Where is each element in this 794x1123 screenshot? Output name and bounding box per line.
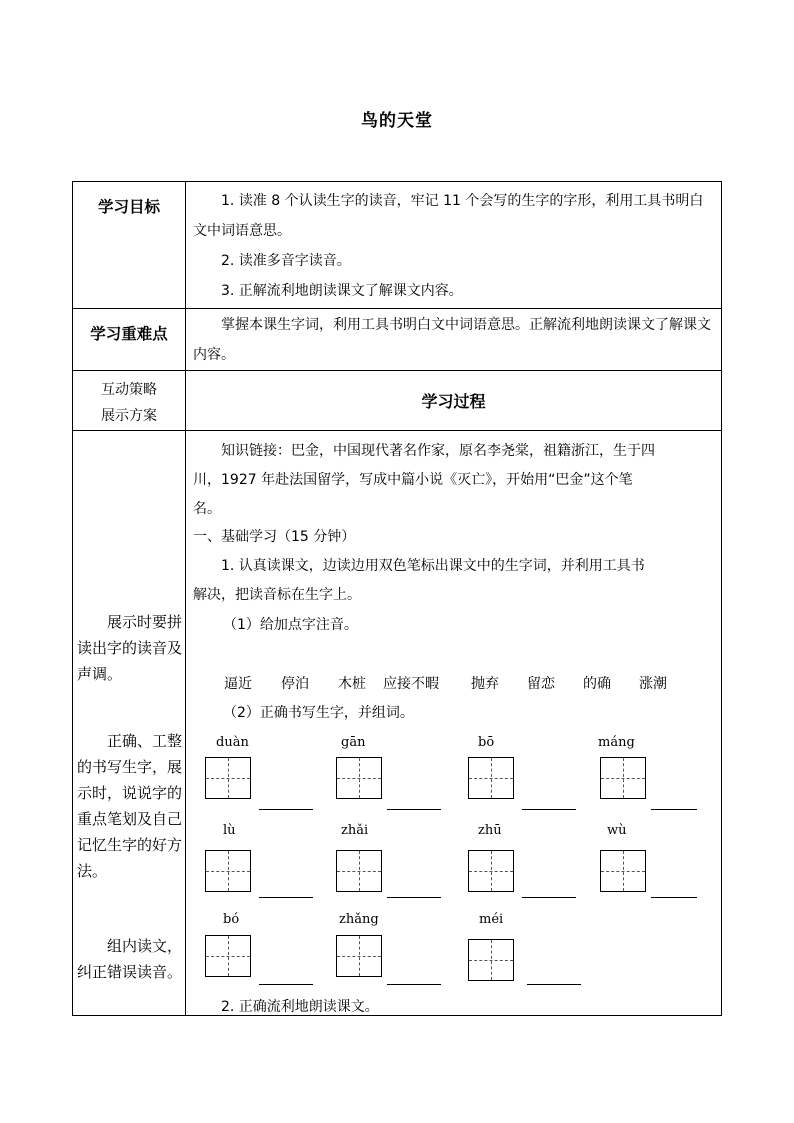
pinyin-label: zhǎng bbox=[339, 912, 379, 927]
pinyin-label: gān bbox=[341, 735, 366, 750]
word-blank bbox=[527, 984, 581, 985]
lesson-table bbox=[72, 181, 722, 1016]
word-blank bbox=[387, 809, 441, 810]
pinyin-label: wù bbox=[607, 823, 627, 838]
pinyin-label: lù bbox=[223, 823, 236, 838]
vocab-word: 涨潮 bbox=[639, 676, 667, 692]
pinyin-label: zhǎi bbox=[341, 823, 369, 838]
pinyin-label: zhū bbox=[478, 823, 502, 838]
knowledge-line-3: 名。 bbox=[193, 501, 221, 517]
key-points-row bbox=[73, 309, 722, 371]
sub-task-phonetic: （1）给加点字注音。 bbox=[223, 617, 358, 633]
process-body-row bbox=[73, 431, 722, 1016]
process-cell bbox=[186, 431, 722, 1016]
writing-box bbox=[468, 939, 514, 981]
word-blank bbox=[651, 897, 697, 898]
section-basic-study: 一、基础学习（15 分钟） bbox=[193, 529, 356, 545]
goal-item-3: 3. 正解流利地朗读课文了解课文内容。 bbox=[221, 283, 463, 299]
word-blank bbox=[387, 897, 441, 898]
strategy-label bbox=[73, 371, 186, 431]
vocab-word: 应接不暇 bbox=[383, 676, 439, 692]
vocab-word: 逼近 bbox=[224, 676, 252, 692]
pinyin-label: bó bbox=[223, 912, 240, 927]
writing-box bbox=[336, 850, 382, 892]
sub-task-writing: （2）正确书写生字，并组词。 bbox=[223, 705, 414, 721]
strategy-label-line2: 展示方案 bbox=[101, 408, 157, 424]
tip-writing: 正确、工整的书写生字，展示时，说说字的重点笔划及自己记忆生字的好方法。 bbox=[77, 732, 183, 880]
key-points-cell bbox=[186, 309, 722, 371]
vocab-word: 木桩 bbox=[338, 676, 366, 692]
tips-cell bbox=[73, 431, 186, 1016]
page-title: 鸟的天堂 bbox=[361, 111, 433, 131]
word-blank bbox=[387, 984, 441, 985]
word-blank bbox=[259, 984, 313, 985]
knowledge-line-1: 知识链接：巴金，中国现代著名作家，原名李尧棠，祖籍浙江，生于四 bbox=[221, 443, 655, 459]
writing-box bbox=[205, 850, 251, 892]
task1-line-2: 解决，把读音标在生字上。 bbox=[193, 587, 361, 603]
word-blank bbox=[522, 809, 576, 810]
pinyin-label: bō bbox=[478, 735, 495, 750]
tip-pronunciation: 展示时要拼读出字的读音及声调。 bbox=[77, 613, 183, 683]
pinyin-label: méi bbox=[479, 912, 504, 927]
vocab-word: 抛弃 bbox=[471, 676, 499, 692]
vocab-word: 停泊 bbox=[281, 676, 309, 692]
task1-line-1: 1. 认真读课文，边读边用双色笔标出课文中的生字词，并利用工具书 bbox=[221, 558, 645, 574]
goal-item-1: 1. 读准 8 个认读生字的读音，牢记 11 个会写的生字的字形，利用工具书明白文中词语意思。 bbox=[193, 193, 704, 239]
tip-group-reading: 组内读文，纠正错误读音。 bbox=[77, 937, 183, 981]
pinyin-label: máng bbox=[598, 735, 635, 750]
writing-box bbox=[600, 757, 646, 799]
writing-box bbox=[468, 757, 514, 799]
writing-box bbox=[336, 935, 382, 977]
goals-cell bbox=[186, 182, 722, 309]
process-header-row bbox=[73, 371, 722, 431]
goal-item-2: 2. 读准多音字读音。 bbox=[221, 253, 351, 269]
strategy-label-line1: 互动策略 bbox=[101, 382, 157, 398]
vocab-word: 的确 bbox=[583, 676, 611, 692]
word-blank bbox=[651, 809, 697, 810]
key-points-text: 掌握本课生字词，利用工具书明白文中词语意思。正解流利地朗读课文了解课文内容。 bbox=[193, 317, 711, 363]
key-points-label: 学习重难点 bbox=[73, 309, 186, 371]
writing-box bbox=[468, 850, 514, 892]
word-blank bbox=[259, 809, 313, 810]
vocab-word: 留恋 bbox=[527, 676, 555, 692]
writing-box bbox=[205, 757, 251, 799]
writing-box bbox=[205, 935, 251, 977]
writing-box bbox=[336, 757, 382, 799]
task2-text: 2. 正确流利地朗读课文。 bbox=[221, 999, 379, 1015]
word-blank bbox=[259, 897, 313, 898]
knowledge-line-2: 川，1927 年赴法国留学，写成中篇小说《灭亡》，开始用“巴金”这个笔 bbox=[193, 472, 633, 488]
goals-label: 学习目标 bbox=[73, 182, 186, 309]
writing-box bbox=[600, 850, 646, 892]
word-blank bbox=[522, 897, 576, 898]
process-heading: 学习过程 bbox=[186, 371, 722, 431]
goals-row bbox=[73, 182, 722, 309]
pinyin-label: duàn bbox=[216, 735, 249, 750]
